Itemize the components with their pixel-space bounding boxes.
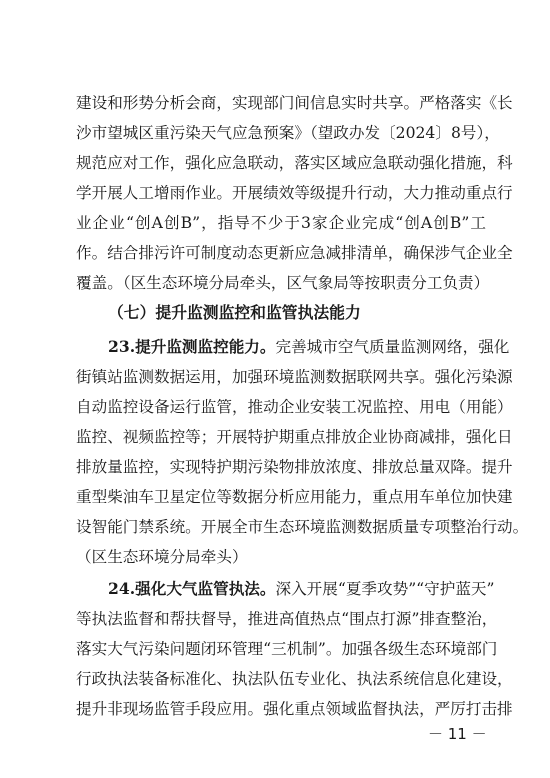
section-heading: （七）提升监测监控和监管执法能力 [108,303,361,322]
item-24-first-line-text: 深入开展“夏季攻势”“守护蓝天” [275,580,495,598]
text-line: 覆盖。（区生态环境分局牵头，区气象局等按职责分工负责） [76,274,490,292]
text-line: 排放量监控，实现特护期污染物排放浓度、排放总量双降。提升 [76,458,513,476]
text-line: 街镇站监测数据运用，加强环境监测数据联网共享。强化污染源 [76,368,513,386]
text-line: 落实大气污染问题闭环管理“三机制”。加强各级生态环境部门 [76,640,498,658]
text-line: 提升非现场监管手段应用。强化重点领域监督执法，严厉打击排 [76,700,513,718]
item-24-title: 24.强化大气监管执法。 [108,579,276,598]
text-line: 监控、视频监控等；开展特护期重点排放企业协商减排，强化日 [76,428,513,446]
text-line: 学开展人工增雨作业。开展绩效等级提升行动，大力推动重点行 [76,184,513,202]
text-line: 规范应对工作，强化应急联动，落实区域应急联动强化措施，科 [76,154,513,172]
text-line: 设智能门禁系统。开展全市生态环境监测数据质量专项整治行动。 [76,518,529,536]
text-line: 沙市望城区重污染天气应急预案》（望政办发〔2024〕8号）， [76,124,500,142]
item-23-title: 23.提升监测监控能力。 [108,337,276,356]
text-line: 业企业“创A创B”，指导不少于3家企业完成“创A创B”工 [76,214,486,232]
text-line: 重型柴油车卫星定位等数据分析应用能力，重点用车单位加快建 [76,488,513,506]
page-number: － 11 － [428,725,487,743]
text-line: 行政执法装备标准化、执法队伍专业化、执法系统信息化建设， [76,670,513,688]
text-line: 自动监控设备运行监管，推动企业安装工况监控、用电（用能） [76,398,513,416]
text-line: 建设和形势分析会商，实现部门间信息实时共享。严格落实《长 [76,94,513,112]
text-line: 作。结合排污许可制度动态更新应急减排清单，确保涉气企业全 [76,244,513,262]
text-line: 等执法监督和帮扶督导，推进高值热点“围点打源”排查整治， [76,610,498,628]
item-23-first-line [108,332,510,362]
text-line: （区生态环境分局牵头） [76,548,248,566]
item-24-first-line [108,574,495,604]
item-23-first-line-text: 完善城市空气质量监测网络，强化 [275,338,510,356]
